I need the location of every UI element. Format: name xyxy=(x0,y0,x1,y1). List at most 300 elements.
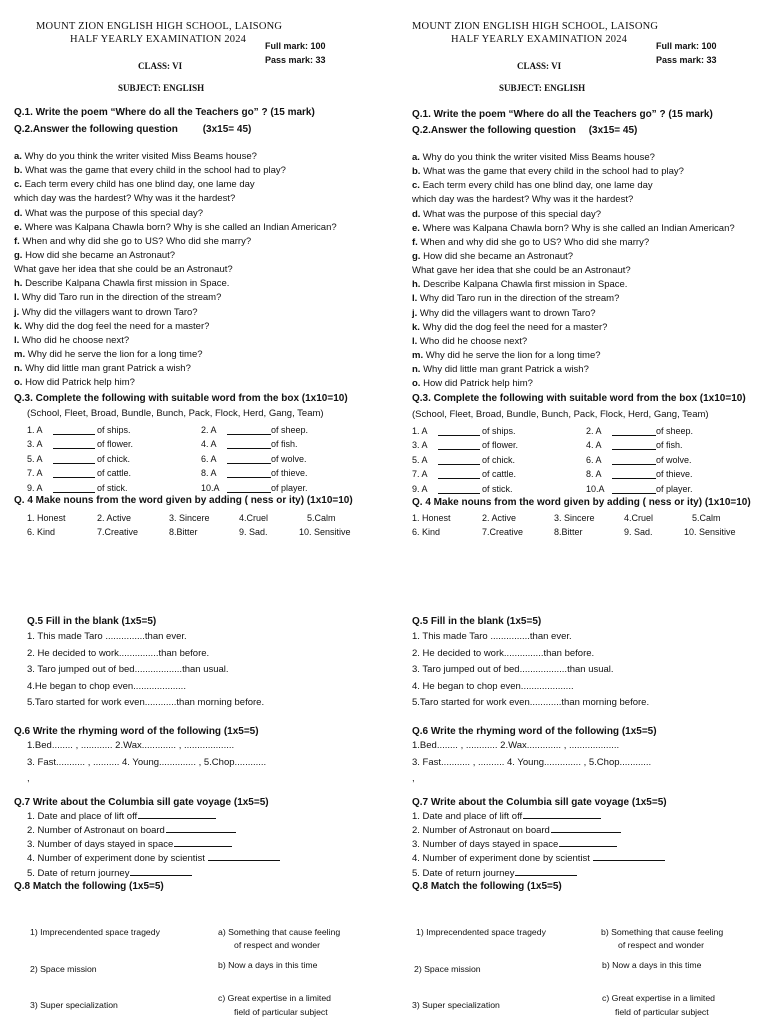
q2-question-text: Why did the dog feel the need for a master? xyxy=(21,320,210,332)
q3-blank xyxy=(227,454,271,466)
q3-blank xyxy=(438,484,480,496)
q2-question-text: What was the game that every child in the school had to play? xyxy=(22,165,286,177)
q2-question xyxy=(412,222,735,236)
q2-question-letter: h. xyxy=(412,279,421,291)
q4-word: 3. Sincere xyxy=(554,513,595,523)
q2-title xyxy=(14,124,251,135)
q5-item: 2. He decided to work...............than before. xyxy=(412,647,595,659)
q7-list xyxy=(27,809,280,880)
q2-question-letter: b. xyxy=(14,165,23,177)
q3-blank xyxy=(612,484,656,496)
q3-grid xyxy=(27,425,367,497)
q2-question-letter: f. xyxy=(14,235,20,247)
q2-question-text: Each term every child has one blind day, one lame day xyxy=(21,179,255,191)
q4-word: 2. Active xyxy=(97,513,132,523)
q6-line-2: 3. Fast........... , .......... 4. Young.............. , 5.Chop............ xyxy=(27,756,267,768)
q8-b-c2: field of particular subject xyxy=(615,1007,709,1017)
q8-b-a2: of respect and wonder xyxy=(234,940,320,950)
q2-question-text: What was the purpose of this special day? xyxy=(420,208,602,220)
q2-question-text: which day was the hardest? Why was it the hardest? xyxy=(412,194,634,206)
q3-blank xyxy=(53,483,95,495)
q2-question-letter: n. xyxy=(14,363,23,375)
q3-blank xyxy=(438,455,480,467)
q3-item-phrase: of cattle. xyxy=(482,469,517,480)
q2-question xyxy=(412,321,735,335)
q3-item-phrase: of sheep. xyxy=(271,425,309,435)
answer-line xyxy=(138,809,216,819)
q7-item xyxy=(27,851,280,865)
q3-blank xyxy=(227,468,271,480)
q2-question-list xyxy=(14,150,337,390)
q3-item-phrase: of player. xyxy=(271,482,308,493)
q5-list xyxy=(27,629,264,712)
q2-question-text: What was the purpose of this special day? xyxy=(22,207,204,219)
q2-question-letter: c. xyxy=(412,180,420,192)
q2-question-text: Why did Taro run in the direction of the stream? xyxy=(19,292,222,304)
q3-blank xyxy=(612,426,656,438)
q8-a-3: 3) Super specialization xyxy=(412,1000,500,1010)
marks-block xyxy=(656,39,717,67)
q2-question xyxy=(14,207,337,221)
q3-item-number: 4. A xyxy=(586,440,602,451)
q2-question xyxy=(412,363,735,377)
q4-row xyxy=(412,513,757,527)
q4-row xyxy=(412,527,757,541)
q3-blank xyxy=(53,425,95,437)
q3-item-phrase: of fish. xyxy=(271,439,298,450)
q2-question xyxy=(412,151,735,165)
q6-line-3: , xyxy=(27,773,30,785)
q2-question xyxy=(412,193,735,207)
q3-item-phrase: of wolve. xyxy=(271,453,307,464)
q3-blank xyxy=(227,425,271,437)
q2-question xyxy=(412,236,735,250)
q3-item-phrase: of chick. xyxy=(97,453,131,464)
q7-title: Q.7 Write about the Columbia sill gate voyage (1x5=5) xyxy=(14,797,269,808)
q2-question-text: Why did the dog feel the need for a master? xyxy=(419,321,608,333)
q3-row xyxy=(27,468,367,482)
exam-paper-right xyxy=(386,0,766,1024)
q2-question-text: Why did he serve the lion for a long time? xyxy=(25,348,203,360)
q3-item-number: 5. A xyxy=(412,454,428,465)
q3-blank xyxy=(53,439,95,451)
q2-question-text: How did Patrick help him? xyxy=(22,377,135,389)
q3-blank xyxy=(438,440,480,452)
q2-question xyxy=(412,165,735,179)
q4-title: Q. 4 Make nouns from the word given by adding ( ness or ity) (1x10=10) xyxy=(14,495,353,506)
q2-title-text: Q.2.Answer the following question xyxy=(412,125,576,136)
q5-item: 5.Taro started for work even............than morning before. xyxy=(412,697,650,709)
q2-question xyxy=(412,179,735,193)
q3-blank xyxy=(53,454,95,466)
school-name: MOUNT ZION ENGLISH HIGH SCHOOL, LAISONG xyxy=(412,21,659,32)
q3-item-phrase: of chick. xyxy=(482,454,516,465)
q2-question-text: What gave her idea that she could be an Astronaut? xyxy=(14,264,233,276)
answer-line xyxy=(523,809,601,819)
q2-question xyxy=(14,178,337,192)
q2-title-text: Q.2.Answer the following question xyxy=(14,124,178,135)
q3-blank xyxy=(438,426,480,438)
q7-item-text: 4. Number of experiment done by scientist xyxy=(412,853,590,865)
q4-word: 1. Honest xyxy=(412,513,451,523)
q2-question xyxy=(412,278,735,292)
q7-item-text: 2. Number of Astronaut on board xyxy=(27,825,165,837)
q3-item-phrase: of cattle. xyxy=(97,468,132,479)
answer-line xyxy=(208,851,280,861)
q2-question-letter: I. xyxy=(14,292,20,304)
q3-item-number: 10.A xyxy=(201,482,220,493)
q2-question-letter: d. xyxy=(14,207,23,219)
exam-title: HALF YEARLY EXAMINATION 2024 xyxy=(70,34,247,45)
q2-question-list xyxy=(412,151,735,391)
q6-line-1: 1.Bed........ , ............ 2.Wax............. , ................... xyxy=(412,740,620,751)
q2-question-text: Why did he serve the lion for a long time? xyxy=(423,349,601,361)
q2-marks: (3x15= 45) xyxy=(588,125,638,136)
q4-word: 5.Calm xyxy=(307,513,336,523)
q3-row xyxy=(412,455,752,469)
answer-line xyxy=(551,823,621,833)
q2-question-text: Why did little man grant Patrick a wish? xyxy=(22,363,191,375)
q2-question xyxy=(14,277,337,291)
q8-b-b: b) Now a days in this time xyxy=(602,960,702,970)
q2-question xyxy=(412,307,735,321)
q6-line-2: 3. Fast........... , .......... 4. Young.............. , 5.Chop............ xyxy=(412,756,652,768)
q5-title: Q.5 Fill in the blank (1x5=5) xyxy=(412,616,542,627)
q5-item: 5.Taro started for work even............than morning before. xyxy=(27,697,265,709)
full-mark: Full mark: 100 xyxy=(265,41,326,51)
q3-item-number: 3. A xyxy=(27,439,43,450)
q2-question-text: which day was the hardest? Why was it the hardest? xyxy=(14,193,236,205)
subject-label: SUBJECT: ENGLISH xyxy=(499,83,586,93)
q4-grid xyxy=(412,513,757,542)
q8-title: Q.8 Match the following (1x5=5) xyxy=(14,881,164,892)
q3-blank xyxy=(227,439,271,451)
q6-title: Q.6 Write the rhyming word of the following (1x5=5) xyxy=(14,726,259,737)
q7-title: Q.7 Write about the Columbia sill gate voyage (1x5=5) xyxy=(412,797,667,808)
class-label: CLASS: VI xyxy=(517,61,562,71)
q2-question-text: What was the game that every child in the school had to play? xyxy=(420,166,684,178)
q2-question-text: Why did the villagers want to drown Taro? xyxy=(19,306,198,318)
q2-question xyxy=(14,192,337,206)
q3-item-phrase: of flower. xyxy=(482,440,519,451)
q7-item-text: 3. Number of days stayed in space xyxy=(27,839,174,851)
q2-question xyxy=(14,348,337,362)
q7-item xyxy=(27,823,280,837)
q2-question-letter: j. xyxy=(412,307,418,319)
q4-word: 10. Sensitive xyxy=(684,527,736,538)
q3-row xyxy=(412,426,752,440)
q2-question-letter: l. xyxy=(14,334,20,346)
q7-item-text: 4. Number of experiment done by scientist xyxy=(27,853,205,865)
q2-question-letter: h. xyxy=(14,278,23,290)
q2-question-text: Why did little man grant Patrick a wish? xyxy=(420,364,589,376)
q3-row xyxy=(412,469,752,483)
marks-block xyxy=(265,39,326,67)
q2-question-text: Who did he choose next? xyxy=(19,334,130,346)
q4-word: 9. Sad. xyxy=(239,527,268,538)
q2-question-letter: k. xyxy=(412,321,420,333)
q2-question xyxy=(14,334,337,348)
q4-word: 4.Cruel xyxy=(624,513,654,523)
q3-row xyxy=(27,454,367,468)
exam-title: HALF YEARLY EXAMINATION 2024 xyxy=(451,34,628,45)
q2-question xyxy=(412,250,735,264)
q5-item: 3. Taro jumped out of bed..................than usual. xyxy=(27,664,229,676)
q3-item-phrase: of stick. xyxy=(97,482,128,493)
exam-paper-left xyxy=(0,0,380,1024)
q8-title: Q.8 Match the following (1x5=5) xyxy=(412,881,562,892)
q8-a-1: 1) Imprecendented space tragedy xyxy=(30,927,160,937)
q2-question-letter: m. xyxy=(14,348,26,360)
answer-line xyxy=(515,866,577,876)
q2-question-text: How did she became an Astronaut? xyxy=(420,250,574,262)
q2-question-letter: c. xyxy=(14,179,22,191)
q2-question-text: Why did the villagers want to drown Taro? xyxy=(417,307,596,319)
q7-item-text: 1. Date and place of lift off xyxy=(412,811,523,822)
q2-question-text: Why do you think the writer visited Miss Beams house? xyxy=(21,151,257,162)
answer-line xyxy=(174,837,232,847)
q3-item-number: 1. A xyxy=(27,425,43,435)
q3-blank xyxy=(438,469,480,481)
q3-blank xyxy=(612,440,656,452)
answer-line xyxy=(593,851,665,861)
q3-item-number: 6. A xyxy=(586,454,602,465)
q7-list xyxy=(412,809,665,880)
q7-item xyxy=(412,823,665,837)
q2-question-text: Describe Kalpana Chawla first mission in Space. xyxy=(420,279,628,291)
q4-word: 4.Cruel xyxy=(239,513,269,523)
q6-line-3: , xyxy=(412,773,415,785)
q2-question-text: Where was Kalpana Chawla born? Why is she called an Indian American? xyxy=(21,221,337,233)
q2-question-text: How did Patrick help him? xyxy=(420,378,533,390)
q4-word: 3. Sincere xyxy=(169,513,210,523)
q4-word: 7.Creative xyxy=(97,527,139,538)
pass-mark: Pass mark: 33 xyxy=(656,55,717,65)
q3-blank xyxy=(612,469,656,481)
q3-word-box: (School, Fleet, Broad, Bundle, Bunch, Pack, Flock, Herd, Gang, Team) xyxy=(27,408,324,419)
q2-question-letter: a. xyxy=(14,151,22,162)
q4-grid xyxy=(27,513,367,542)
q8-b-c: c) Great expertise in a limited xyxy=(602,993,715,1003)
q4-word: 10. Sensitive xyxy=(299,527,351,538)
q2-question xyxy=(14,306,337,320)
q2-question xyxy=(412,208,735,222)
q2-question-text: When and why did she go to US? Who did she marry? xyxy=(417,236,650,248)
q7-item-text: 3. Number of days stayed in space xyxy=(412,839,559,851)
q7-item xyxy=(412,851,665,865)
q7-item-text: 5. Date of return journey xyxy=(27,867,130,879)
q7-item xyxy=(412,866,665,880)
q3-item-phrase: of sheep. xyxy=(656,426,694,436)
q2-question xyxy=(14,221,337,235)
q2-question-letter: g. xyxy=(412,250,421,262)
q8-a-2: 2) Space mission xyxy=(414,964,481,974)
q3-item-phrase: of ships. xyxy=(482,426,516,436)
q3-row xyxy=(412,440,752,454)
q4-word: 8.Bitter xyxy=(554,527,583,538)
q2-question-letter: o. xyxy=(14,377,23,389)
q7-item-text: 1. Date and place of lift off xyxy=(27,811,138,822)
q7-item xyxy=(27,837,280,851)
q7-item xyxy=(27,866,280,880)
q3-item-number: 7. A xyxy=(27,468,43,479)
full-mark: Full mark: 100 xyxy=(656,41,717,51)
q2-question-letter: b. xyxy=(412,166,421,178)
q4-row xyxy=(27,527,367,541)
q2-question-letter: n. xyxy=(412,364,421,376)
q3-grid xyxy=(412,426,752,498)
q3-item-number: 2. A xyxy=(586,426,602,436)
q4-word: 6. Kind xyxy=(27,527,56,538)
q2-question xyxy=(14,320,337,334)
q4-word: 5.Calm xyxy=(692,513,721,523)
q3-row xyxy=(27,439,367,453)
q3-item-number: 6. A xyxy=(201,453,217,464)
q2-question xyxy=(412,335,735,349)
q8-b-a: b) Something that cause feeling xyxy=(601,927,724,937)
q7-item xyxy=(412,837,665,851)
q2-question-text: Where was Kalpana Chawla born? Why is she called an Indian American? xyxy=(419,222,735,234)
q2-question xyxy=(14,263,337,277)
q1-title: Q.1. Write the poem “Where do all the Teachers go” ? (15 mark) xyxy=(412,109,713,120)
q2-question-text: What gave her idea that she could be an Astronaut? xyxy=(412,265,631,277)
q3-blank xyxy=(53,468,95,480)
q2-question xyxy=(14,376,337,390)
q2-question xyxy=(14,362,337,376)
q7-item xyxy=(27,809,280,823)
q2-question-text: How did she became an Astronaut? xyxy=(22,249,176,261)
q3-item-number: 3. A xyxy=(412,440,428,451)
q4-word: 8.Bitter xyxy=(169,527,198,538)
q4-word: 6. Kind xyxy=(412,527,441,538)
q5-item: 1. This made Taro ...............than ever. xyxy=(412,631,572,642)
q2-question-letter: o. xyxy=(412,378,421,390)
q2-question-letter: e. xyxy=(14,221,22,233)
q2-marks: (3x15= 45) xyxy=(202,124,252,135)
q2-question-letter: m. xyxy=(412,349,424,361)
q3-item-phrase: of stick. xyxy=(482,483,513,494)
q3-item-phrase: of ships. xyxy=(97,425,131,435)
q8-b-c2: field of particular subject xyxy=(234,1007,328,1017)
q3-word-box: (School, Fleet, Broad, Bundle, Bunch, Pack, Flock, Herd, Gang, Team) xyxy=(412,409,709,420)
q3-item-number: 7. A xyxy=(412,469,428,480)
subject-label: SUBJECT: ENGLISH xyxy=(118,83,205,93)
q7-item xyxy=(412,809,665,823)
q2-question-letter: a. xyxy=(412,152,420,163)
q6-list xyxy=(27,738,266,788)
q2-question-letter: I. xyxy=(412,293,418,305)
answer-line xyxy=(166,823,236,833)
q2-question-letter: l. xyxy=(412,335,418,347)
q3-item-number: 2. A xyxy=(201,425,217,435)
q2-question-letter: d. xyxy=(412,208,421,220)
q2-question-letter: f. xyxy=(412,236,418,248)
q8-b-a2: of respect and wonder xyxy=(618,940,704,950)
q4-word: 9. Sad. xyxy=(624,527,653,538)
q7-item-text: 5. Date of return journey xyxy=(412,867,515,879)
q2-question-letter: j. xyxy=(14,306,20,318)
q2-question-text: Why do you think the writer visited Miss Beams house? xyxy=(419,152,655,163)
q8-a-2: 2) Space mission xyxy=(30,964,97,974)
q3-item-phrase: of thieve. xyxy=(656,469,693,480)
q2-question-letter: g. xyxy=(14,249,23,261)
q3-item-phrase: of player. xyxy=(656,483,693,494)
answer-line xyxy=(559,837,617,847)
q2-question-text: Who did he choose next? xyxy=(417,335,528,347)
q8-a-3: 3) Super specialization xyxy=(30,1000,118,1010)
q3-item-number: 4. A xyxy=(201,439,217,450)
q3-title: Q.3. Complete the following with suitable word from the box (1x10=10) xyxy=(14,393,348,404)
q3-item-phrase: of thieve. xyxy=(271,468,308,479)
q3-row xyxy=(27,425,367,439)
q2-question-letter: e. xyxy=(412,222,420,234)
q3-blank xyxy=(612,455,656,467)
q2-question xyxy=(14,164,337,178)
q2-question-text: When and why did she go to US? Who did she marry? xyxy=(19,235,252,247)
class-label: CLASS: VI xyxy=(138,61,183,71)
q2-question xyxy=(412,349,735,363)
q2-question xyxy=(14,150,337,164)
q7-item-text: 2. Number of Astronaut on board xyxy=(412,825,550,837)
q1-title: Q.1. Write the poem “Where do all the Teachers go” ? (15 mark) xyxy=(14,107,315,118)
q2-question xyxy=(14,235,337,249)
q6-line-1: 1.Bed........ , ............ 2.Wax............. , ................... xyxy=(27,740,235,751)
q3-item-number: 9. A xyxy=(412,483,428,494)
q3-item-number: 1. A xyxy=(412,426,428,436)
pass-mark: Pass mark: 33 xyxy=(265,55,326,65)
q3-item-number: 8. A xyxy=(201,468,217,479)
q4-row xyxy=(27,513,367,527)
q2-title xyxy=(412,125,637,136)
school-name: MOUNT ZION ENGLISH HIGH SCHOOL, LAISONG xyxy=(36,21,283,32)
q8-a-1: 1) Imprecendented space tragedy xyxy=(416,927,546,937)
q3-item-number: 9. A xyxy=(27,482,43,493)
q2-question-letter: k. xyxy=(14,320,22,332)
q3-blank xyxy=(227,483,271,495)
q2-question xyxy=(14,249,337,263)
q3-title: Q.3. Complete the following with suitable word from the box (1x10=10) xyxy=(412,393,746,404)
q2-question xyxy=(412,264,735,278)
q5-item: 4.He began to chop even.................... xyxy=(27,680,186,692)
q4-word: 2. Active xyxy=(482,513,517,523)
q8-b-a: a) Something that cause feeling xyxy=(218,927,341,937)
q2-question xyxy=(14,291,337,305)
q2-question-text: Describe Kalpana Chawla first mission in Space. xyxy=(22,278,230,290)
q2-question-text: Why did Taro run in the direction of the stream? xyxy=(417,293,620,305)
q3-item-number: 8. A xyxy=(586,469,602,480)
q8-b-c: c) Great expertise in a limited xyxy=(218,993,331,1003)
answer-line xyxy=(130,866,192,876)
q3-item-phrase: of flower. xyxy=(97,439,134,450)
q5-title: Q.5 Fill in the blank (1x5=5) xyxy=(27,616,157,627)
q2-question xyxy=(412,377,735,391)
q4-word: 1. Honest xyxy=(27,513,66,523)
q5-item: 1. This made Taro ...............than ever. xyxy=(27,631,187,642)
q4-word: 7.Creative xyxy=(482,527,524,538)
q5-list xyxy=(412,629,649,712)
q8-b-b: b) Now a days in this time xyxy=(218,960,318,970)
q3-row xyxy=(412,484,752,498)
q2-question-text: Each term every child has one blind day, one lame day xyxy=(419,180,653,192)
q2-question xyxy=(412,292,735,306)
q5-item: 4. He began to chop even.................... xyxy=(412,680,574,692)
q5-item: 2. He decided to work...............than before. xyxy=(27,647,210,659)
q3-item-phrase: of fish. xyxy=(656,440,683,451)
q3-item-number: 10.A xyxy=(586,483,605,494)
q3-item-phrase: of wolve. xyxy=(656,454,692,465)
q6-title: Q.6 Write the rhyming word of the following (1x5=5) xyxy=(412,726,657,737)
q4-title: Q. 4 Make nouns from the word given by adding ( ness or ity) (1x10=10) xyxy=(412,497,751,508)
